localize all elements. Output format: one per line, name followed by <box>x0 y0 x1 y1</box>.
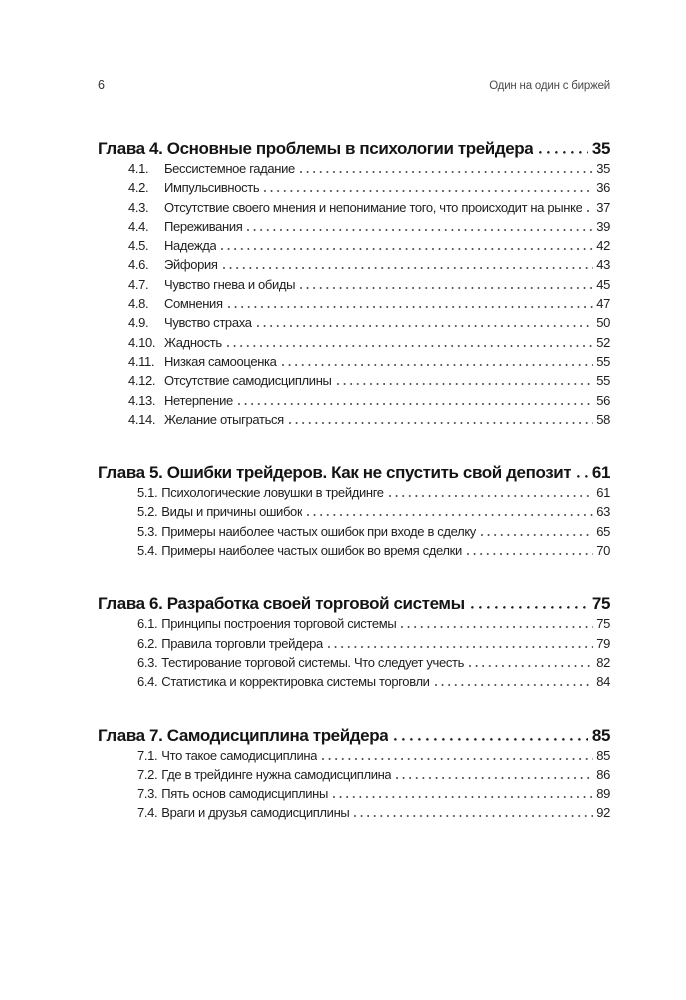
dot-leader <box>223 267 594 269</box>
toc-entry <box>128 275 610 294</box>
section-page-number: 92 <box>596 805 610 821</box>
dot-leader <box>471 606 588 609</box>
chapter-page-number: 85 <box>591 725 610 745</box>
section-title: Переживания <box>164 218 243 234</box>
section-number: 4.2. <box>128 180 149 196</box>
toc-chapter <box>98 725 610 823</box>
chapter-sections <box>98 159 610 429</box>
dot-leader <box>435 684 594 686</box>
chapter-title: Глава 7. Самодисциплина трейдера <box>98 725 389 745</box>
running-title: Один на один с биржей <box>489 80 610 92</box>
section-page-number: 43 <box>596 257 610 273</box>
section-title: Желание отыграться <box>164 411 284 427</box>
section-page-number: 85 <box>596 747 610 763</box>
dot-leader <box>247 229 593 231</box>
dot-leader <box>328 646 593 648</box>
toc-entry <box>128 178 610 197</box>
toc-entry <box>128 198 610 217</box>
section-title: Чувство страха <box>164 315 252 331</box>
toc-entry <box>128 217 610 236</box>
section-page-number: 56 <box>596 392 610 408</box>
section-page-number: 45 <box>596 276 610 292</box>
toc-entry <box>137 653 610 672</box>
section-title: Чувство гнева и обиды <box>164 276 296 292</box>
section-number: 7.4. <box>137 805 158 821</box>
section-title: Где в трейдинге нужна самодисциплина <box>161 766 392 782</box>
dot-leader <box>396 777 593 779</box>
toc-entry <box>137 522 610 541</box>
section-page-number: 55 <box>596 373 610 389</box>
section-page-number: 63 <box>596 504 610 520</box>
section-page-number: 70 <box>596 543 610 559</box>
section-page-number: 52 <box>596 334 610 350</box>
toc-entry <box>137 784 610 803</box>
section-number: 7.3. <box>137 786 158 802</box>
section-title: Нетерпение <box>164 392 233 408</box>
dot-leader <box>264 190 593 192</box>
toc-entry <box>137 746 610 765</box>
dot-leader <box>221 248 593 250</box>
table-of-contents <box>98 138 610 823</box>
section-title: Отсутствие самодисциплины <box>164 373 332 389</box>
section-number: 6.3. <box>137 654 158 670</box>
toc-chapter <box>98 593 610 691</box>
chapter-title: Глава 6. Разработка своей торговой системы <box>98 594 465 614</box>
section-number: 4.10. <box>128 334 156 350</box>
chapter-page-number: 35 <box>591 139 610 158</box>
dot-leader <box>257 325 594 327</box>
section-title: Что такое самодисциплина <box>161 747 318 763</box>
section-number: 6.1. <box>137 616 158 632</box>
section-title: Надежда <box>164 238 217 254</box>
section-page-number: 75 <box>596 616 610 632</box>
section-page-number: 82 <box>596 654 610 670</box>
dot-leader <box>539 151 588 154</box>
section-number: 4.4. <box>128 218 149 234</box>
section-title: Импульсивность <box>164 180 260 196</box>
toc-entry <box>137 634 610 653</box>
section-number: 5.3. <box>137 523 158 539</box>
section-title: Виды и причины ошибок <box>161 504 303 520</box>
toc-entry <box>137 541 610 560</box>
section-page-number: 42 <box>596 238 610 254</box>
section-title: Враги и друзья самодисциплины <box>161 805 350 821</box>
section-page-number: 47 <box>596 296 610 312</box>
section-number: 4.5. <box>128 238 149 254</box>
section-title: Жадность <box>164 334 222 350</box>
section-title: Примеры наиболее частых ошибок во время сделки <box>161 543 462 559</box>
section-page-number: 36 <box>596 180 610 196</box>
dot-leader <box>389 495 594 497</box>
toc-entry <box>137 483 610 502</box>
dot-leader <box>322 758 593 760</box>
dot-leader <box>577 475 588 478</box>
toc-entry <box>128 410 610 429</box>
dot-leader <box>467 553 593 555</box>
section-number: 4.11. <box>128 353 155 369</box>
toc-entry <box>128 255 610 274</box>
section-number: 4.12. <box>128 373 156 389</box>
dot-leader <box>401 626 593 628</box>
section-number: 4.3. <box>128 199 149 215</box>
toc-entry <box>137 803 610 822</box>
toc-entry <box>128 391 610 410</box>
section-page-number: 61 <box>596 485 610 501</box>
toc-entry <box>128 313 610 332</box>
section-page-number: 35 <box>596 161 610 176</box>
section-page-number: 50 <box>596 315 610 331</box>
toc-entry <box>137 502 610 521</box>
section-number: 6.2. <box>137 635 158 651</box>
toc-chapter <box>98 138 610 429</box>
section-title: Правила торговли трейдера <box>161 635 323 651</box>
chapter-page-number: 61 <box>591 463 610 483</box>
section-page-number: 65 <box>596 523 610 539</box>
section-title: Отсутствие своего мнения и непонимание того, что происходит на рынке <box>164 199 583 215</box>
toc-entry <box>128 159 610 178</box>
dot-leader <box>469 665 593 667</box>
chapter-heading-row <box>98 725 610 746</box>
section-title: Психологические ловушки в трейдинге <box>161 485 384 501</box>
chapter-sections <box>98 746 610 823</box>
section-number: 7.1. <box>137 747 158 763</box>
section-title: Принципы построения торговой системы <box>161 616 397 632</box>
section-number: 4.9. <box>128 315 149 331</box>
section-page-number: 89 <box>596 786 610 802</box>
section-title: Статистика и корректировка системы торговли <box>161 674 430 690</box>
dot-leader <box>337 383 594 385</box>
section-page-number: 58 <box>596 411 610 427</box>
chapter-page-number: 75 <box>591 594 610 614</box>
dot-leader <box>228 306 594 308</box>
section-number: 4.6. <box>128 257 149 273</box>
toc-entry <box>137 765 610 784</box>
section-number: 4.7. <box>128 276 149 292</box>
section-page-number: 79 <box>596 635 610 651</box>
dot-leader <box>307 514 593 516</box>
toc-entry <box>128 333 610 352</box>
section-number: 7.2. <box>137 766 158 782</box>
chapter-sections <box>98 483 610 560</box>
section-title: Эйфория <box>164 257 218 273</box>
page-number: 6 <box>98 78 105 92</box>
section-page-number: 37 <box>596 199 610 215</box>
section-page-number: 39 <box>596 218 610 234</box>
toc-chapter <box>98 462 610 560</box>
section-number: 4.13. <box>128 392 156 408</box>
section-page-number: 55 <box>596 353 610 369</box>
dot-leader <box>394 738 588 741</box>
section-title: Пять основ самодисциплины <box>161 786 329 802</box>
dot-leader <box>300 171 593 173</box>
section-number: 5.4. <box>137 543 158 559</box>
section-number: 4.14. <box>128 411 156 427</box>
section-number: 5.2. <box>137 504 158 520</box>
toc-entry <box>128 236 610 255</box>
dot-leader <box>481 534 593 536</box>
dot-leader <box>354 815 593 817</box>
section-title: Низкая самооценка <box>164 353 277 369</box>
chapter-title: Глава 4. Основные проблемы в психологии трейдера <box>98 139 534 158</box>
dot-leader <box>333 796 593 798</box>
section-number: 5.1. <box>137 485 158 501</box>
dot-leader <box>289 422 593 424</box>
dot-leader <box>227 345 593 347</box>
toc-entry <box>128 371 610 390</box>
dot-leader <box>587 210 593 212</box>
dot-leader <box>282 364 594 366</box>
chapter-sections <box>98 614 610 691</box>
section-page-number: 86 <box>596 766 610 782</box>
section-title: Примеры наиболее частых ошибок при входе в сделку <box>161 523 476 539</box>
chapter-heading-row <box>98 593 610 614</box>
section-page-number: 84 <box>596 674 610 690</box>
toc-entry <box>128 294 610 313</box>
chapter-heading-row <box>98 138 610 159</box>
page-header <box>98 78 610 93</box>
section-number: 4.1. <box>128 161 149 176</box>
section-number: 4.8. <box>128 296 149 312</box>
chapter-title: Глава 5. Ошибки трейдеров. Как не спустить свой депозит <box>98 463 572 483</box>
toc-entry <box>137 672 610 691</box>
toc-entry <box>128 352 610 371</box>
section-number: 6.4. <box>137 674 158 690</box>
section-title: Тестирование торговой системы. Что следует учесть <box>161 654 465 670</box>
toc-entry <box>137 614 610 633</box>
chapter-heading-row <box>98 462 610 483</box>
dot-leader <box>238 403 593 405</box>
dot-leader <box>300 287 593 289</box>
section-title: Сомнения <box>164 296 223 312</box>
section-title: Бессистемное гадание <box>164 161 295 176</box>
